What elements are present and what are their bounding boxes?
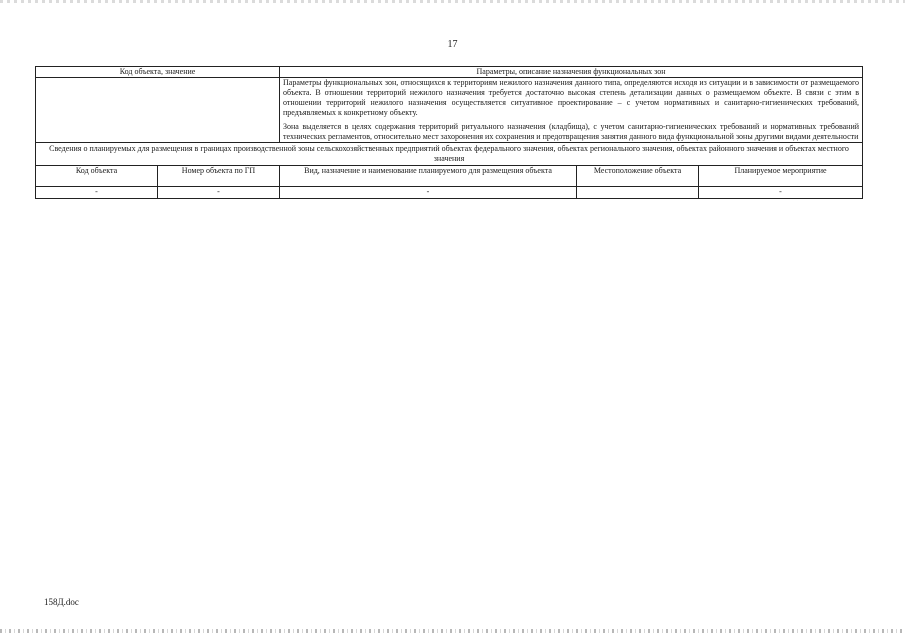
header-code-value: Код объекта, значение xyxy=(36,67,280,78)
planned-values-row xyxy=(36,187,863,199)
table-cell: - xyxy=(280,187,577,199)
column-header: Вид, назначение и наименование планируемого для размещения объекта xyxy=(280,166,577,187)
table-cell: - xyxy=(36,187,158,199)
column-header: Номер объекта по ГП xyxy=(158,166,280,187)
column-header: Местоположение объекта xyxy=(577,166,699,187)
planned-objects-heading-row xyxy=(36,143,863,166)
params-paragraph: Зона выделяется в целях содержания территорий ритуального назначения (кладбища), с учетом санитарно-гигиенических требований и нормативных требований технических регламентов, относительно мест захоронения их сохранения и предотвращения занятия данного вида функциональной зоны другими видами деятельности xyxy=(283,122,860,141)
page-number: 17 xyxy=(447,39,458,50)
zones-table xyxy=(35,66,863,199)
table-cell: - xyxy=(158,187,280,199)
footer-filename: 158Д.doc xyxy=(44,597,79,607)
params-paragraph: Параметры функциональных зон, относящихся к территориям нежилого назначения данного типа, определяются исходя из ситуации и в зависимости от размещаемого объекта. В отношении территорий нежилого назначения требуется достаточно высокая степень детализации данных о размещаемом объекте. В связи с этим в отношении территорий нежилого назначения осуществляется ситуативное проектирование – с учетом нормативных и санитарно-гигиенических требований, предъявляемых к конкретному объекту. xyxy=(283,78,860,117)
planned-columns-row xyxy=(36,166,863,187)
column-header: Код объекта xyxy=(36,166,158,187)
table-cell xyxy=(577,187,699,199)
planned-objects-heading: Сведения о планируемых для размещения в границах производственной зоны сельскохозяйственных предприятий объектах федерального значения, объектах регионального значения, объектах районного значения и объектах местного значения xyxy=(36,143,863,166)
table-cell: - xyxy=(699,187,863,199)
scan-edge-bottom xyxy=(0,629,905,633)
zone-row xyxy=(36,78,863,143)
zone-code-cell xyxy=(36,78,280,143)
scan-edge-top xyxy=(0,0,905,3)
table-header-row xyxy=(36,67,863,78)
header-params-description: Параметры, описание назначения функциональных зон xyxy=(280,67,863,78)
zone-params-cell xyxy=(280,78,863,143)
column-header: Планируемое мероприятие xyxy=(699,166,863,187)
